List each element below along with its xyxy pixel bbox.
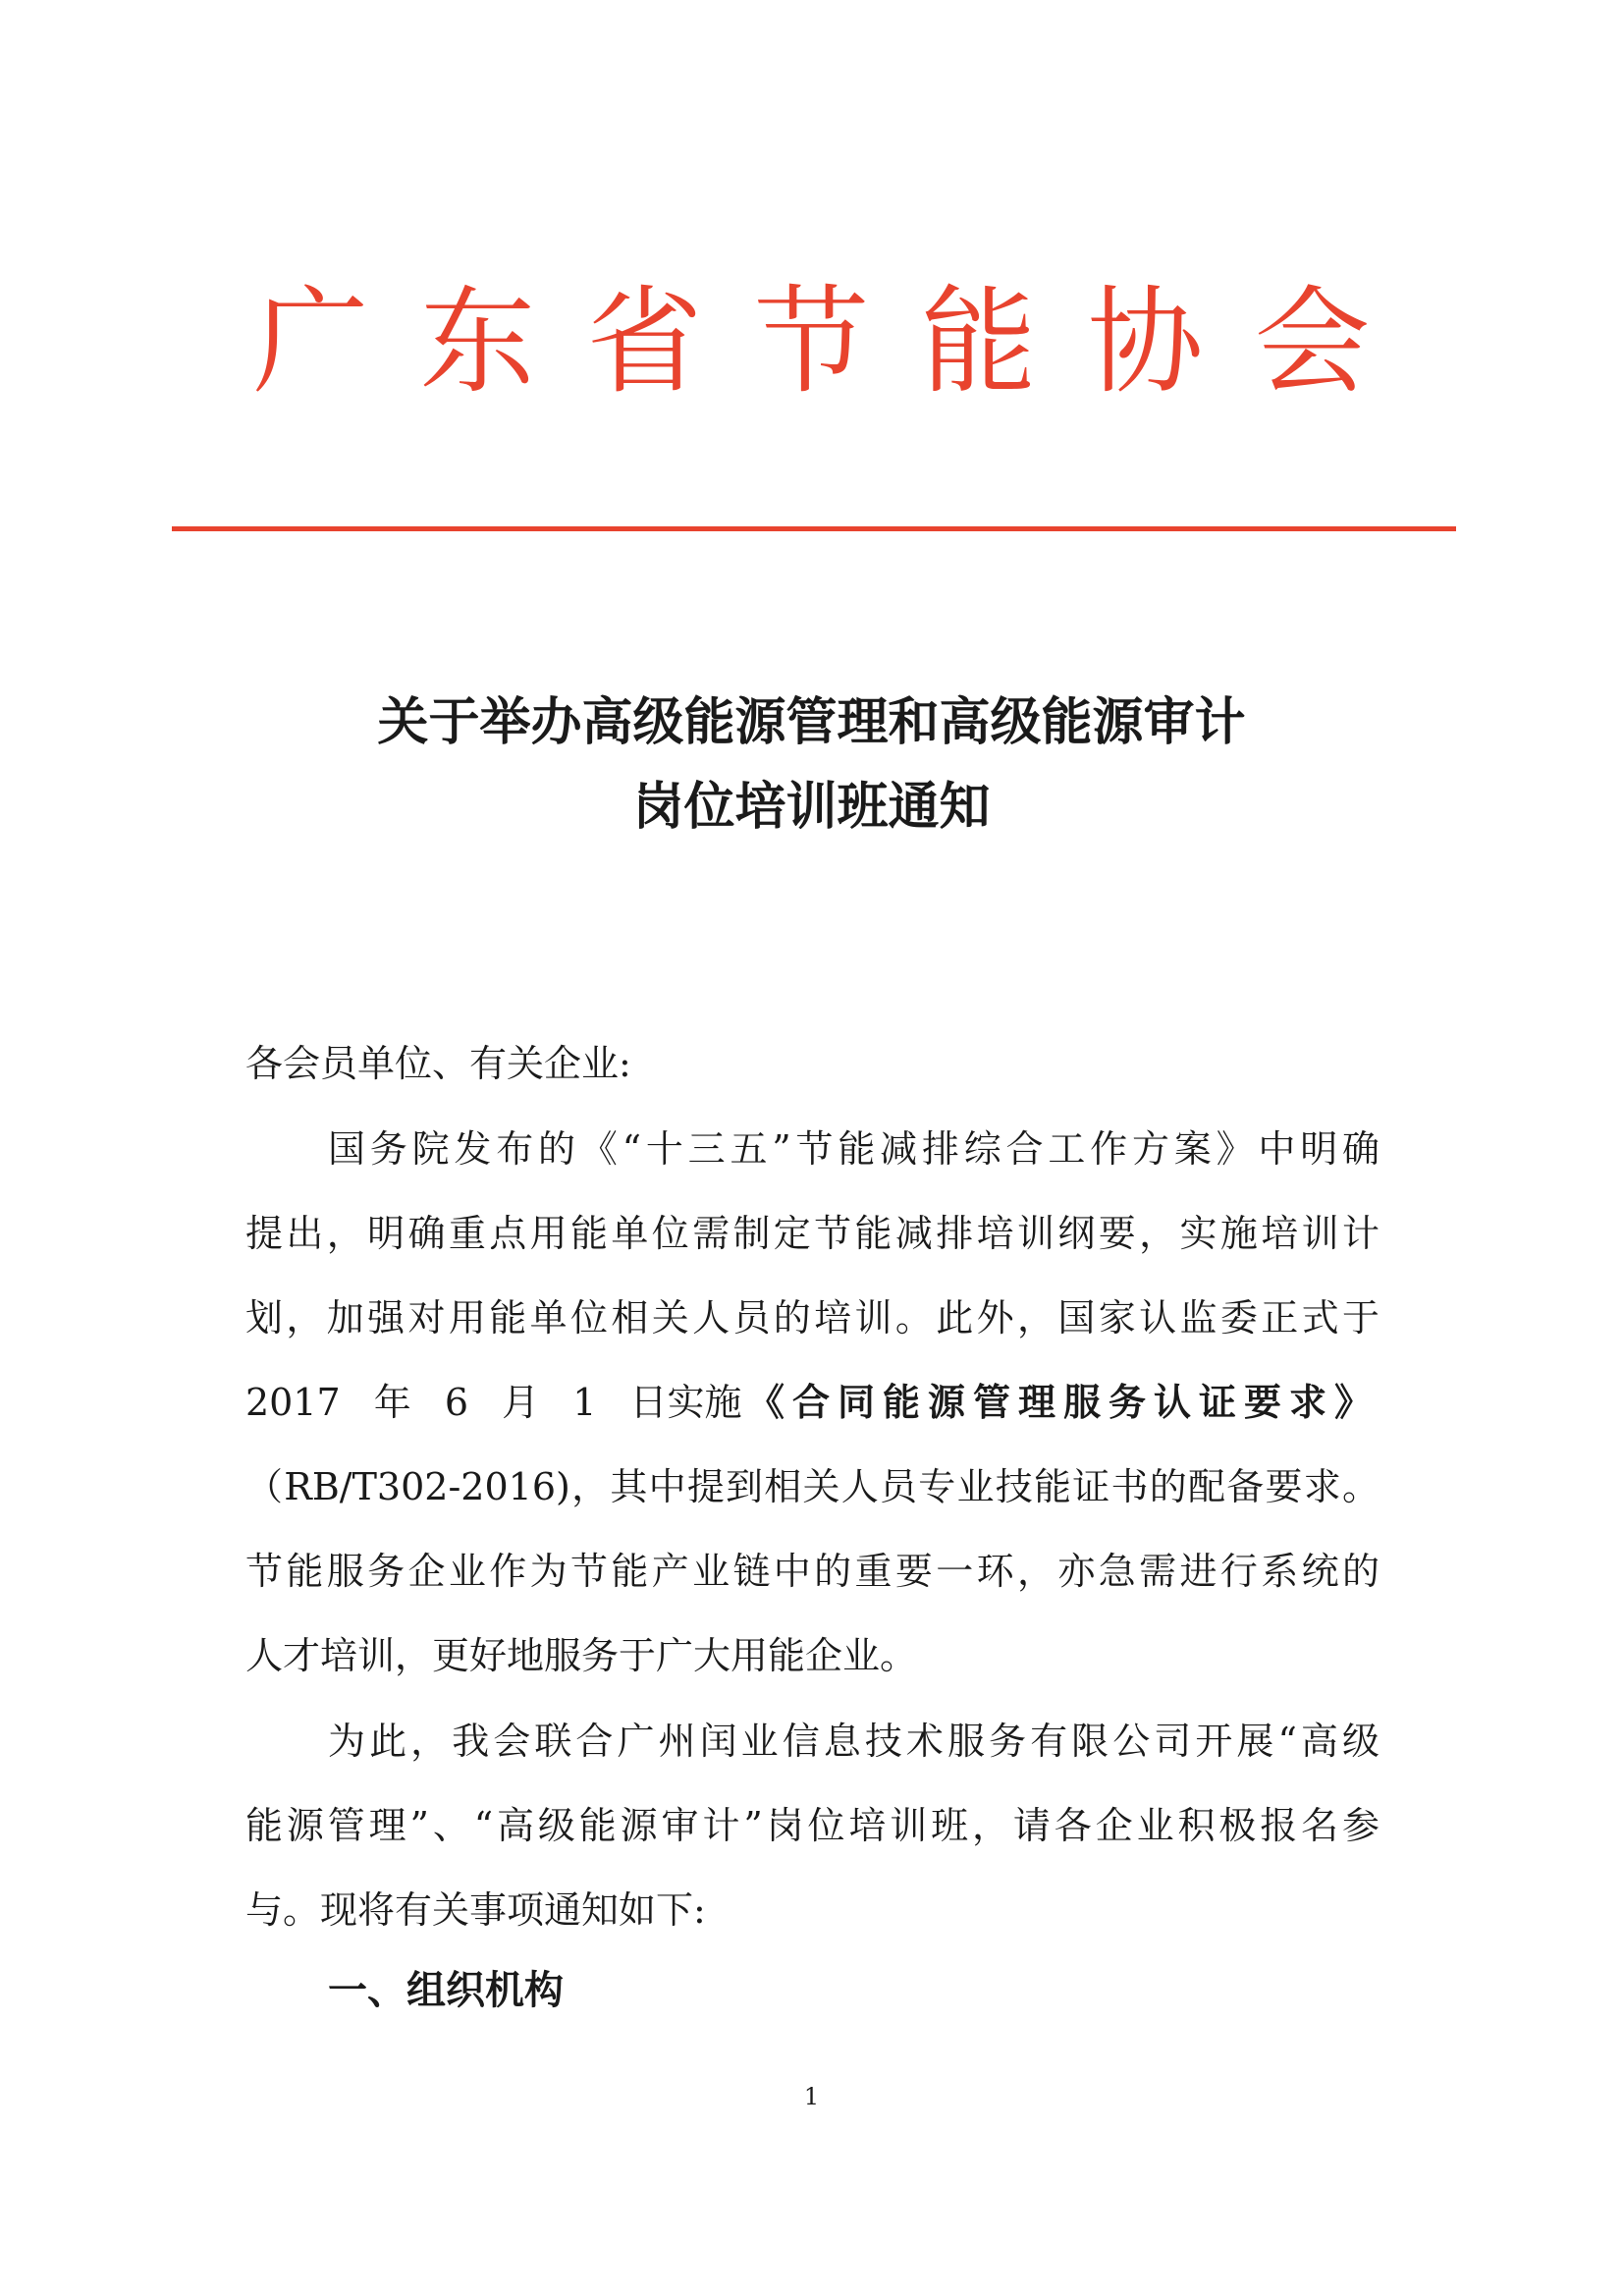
paragraph-1-line-3: 划，加强对用能单位相关人员的培训。此外，国家认监委正式于 — [245, 1296, 1380, 1339]
paragraph-1-line-5: （RB/T302-2016)，其中提到相关人员专业技能证书的配备要求。 — [245, 1465, 1380, 1508]
section-heading-organization: 一、组织机构 — [328, 1968, 564, 2013]
paragraph-2-line-1: 为此，我会联合广州闰业信息技术服务有限公司开展“高级 — [328, 1720, 1380, 1763]
salutation: 各会员单位、有关企业: — [245, 1042, 631, 1085]
paragraph-1-line-1: 国务院发布的《“十三五”节能减排综合工作方案》中明确 — [328, 1127, 1380, 1171]
paragraph-1-line-6: 节能服务企业作为节能产业链中的重要一环，亦急需进行系统的 — [245, 1550, 1380, 1593]
paragraph-1-line-4-date: 2017 年 6 月 1 日实施 — [245, 1381, 742, 1424]
paragraph-2-line-2: 能源管理”、“高级能源审计”岗位培训班，请各企业积极报名参 — [245, 1804, 1380, 1847]
paragraph-1-line-4-standard-title: 《合同能源管理服务认证要求》 — [746, 1380, 1380, 1424]
paragraph-1-line-2: 提出，明确重点用能单位需制定节能减排培训纲要，实施培训计 — [245, 1212, 1380, 1255]
paragraph-1-line-7: 人才培训，更好地服务于广大用能企业。 — [245, 1634, 918, 1677]
document-title-line-1: 关于举办高级能源管理和高级能源审计 — [377, 693, 1246, 752]
document-title-line-2: 岗位培训班通知 — [632, 778, 991, 837]
header-divider — [172, 526, 1456, 531]
page-number: 1 — [803, 2083, 820, 2110]
paragraph-2-line-3: 与。现将有关事项通知如下: — [245, 1888, 706, 1932]
organization-header: 广东省节能协会 — [252, 274, 1422, 410]
paragraph-1-line-4 — [245, 1373, 1380, 1432]
